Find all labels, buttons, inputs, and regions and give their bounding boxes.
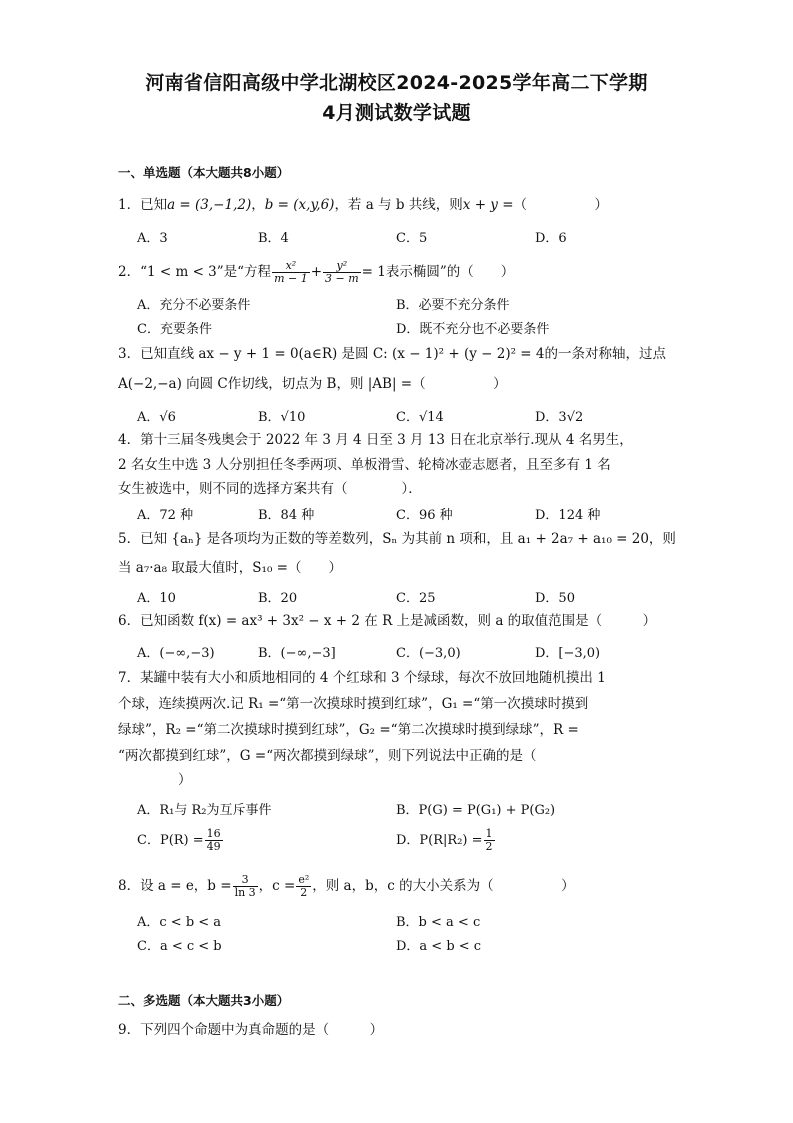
question-8-stem: 8．设 a = e，b = $\frac{3}{\ln 3}$ ，c = $\frac{\text{e²}}{2}$ ，则 a，b，c 的大小关系为（ ）	[118, 873, 575, 899]
q3-option-b: B．√10	[258, 410, 306, 425]
question-1-stem: 1．已知a = (3,−1,2)，b = (x,y,6)，若 a 与 b 共线，则x + y =（ ）	[118, 197, 609, 213]
q4-option-c: C．96 种	[396, 508, 453, 523]
q3-option-a: A．√6	[137, 410, 176, 425]
question-7-line2: 个球，连续摸两次.记 R₁ =“第一次摸球时摸到红球”，G₁ =“第一次摸球时摸到	[118, 696, 589, 712]
q5-option-d: D．50	[535, 591, 575, 606]
q1-option-b: B．4	[258, 231, 289, 246]
q1-option-d: D．6	[535, 231, 567, 246]
q3-option-d: D．3√2	[535, 410, 584, 425]
fraction-x2: $\frac{\text{x²}}{m - 1}$	[274, 259, 308, 285]
q6-option-d: D．[−3,0)	[535, 646, 601, 661]
question-9-line1: 9．下列四个命题中为真命题的是（ ）	[118, 1022, 384, 1038]
question-7-line5: ）	[178, 772, 192, 788]
q5-option-c: C．25	[396, 591, 436, 606]
q4-option-d: D．124 种	[535, 508, 601, 523]
question-4-line3: 女生被选中，则不同的选择方案共有（ ）．	[118, 481, 422, 497]
question-2-stem: 2．“1 < m < 3”是“方程 $\frac{\text{x²}}{m - 1}$ + $\frac{\text{y²}}{3 - m}$ = 1表示椭圆”的（ ）	[118, 259, 515, 285]
q2-option-c: C．充要条件	[137, 322, 212, 337]
q3-option-c: C．√14	[396, 410, 444, 425]
q8-option-a: A．c < b < a	[137, 915, 222, 930]
q2-option-a: A．充分不必要条件	[137, 298, 251, 313]
question-7-line4: “两次都摸到红球”，G =“两次都摸到绿球”，则下列说法中正确的是（	[118, 748, 537, 764]
q2-option-b: B．必要不充分条件	[396, 298, 510, 313]
q8-option-b: B．b < a < c	[396, 915, 481, 930]
question-6-line1: 6．已知函数 f(x) = ax³ + 3x² − x + 2 在 R 上是减函数，则 a 的取值范围是（ ）	[118, 613, 657, 629]
section-heading-single-choice: 一、单选题（本大题共8小题）	[118, 165, 290, 180]
question-3-line1: 3．已知直线 ax − y + 1 = 0(a∈R) 是圆 C: (x − 1)² + (y − 2)² = 4的一条对称轴，过点	[118, 346, 666, 362]
q5-option-a: A．10	[137, 591, 176, 606]
q5-option-b: B．20	[258, 591, 298, 606]
q1-option-a: A．3	[137, 231, 168, 246]
q7-option-a: A．R₁与 R₂为互斥事件	[137, 803, 272, 818]
q7-option-b: B．P(G) = P(G₁) + P(G₂)	[396, 803, 556, 818]
q7-option-c: C．P(R) = $\frac{16}{49}$	[137, 827, 221, 853]
question-4-line1: 4．第十三届冬残奥会于 2022 年 3 月 4 日至 3 月 13 日在北京举行.现从 4 名男生，	[118, 432, 633, 448]
vector-b: b = (x,y,6)	[264, 197, 335, 213]
question-4-line2: 2 名女生中选 3 人分别担任冬季两项、单板滑雪、轮椅冰壶志愿者，且至多有 1 名	[118, 457, 611, 473]
question-5-line1: 5．已知 {aₙ} 是各项均为正数的等差数列，Sₙ 为其前 n 项和，且 a₁ + 2a₇ + a₁₀ = 20，则	[118, 531, 676, 547]
q4-option-b: B．84 种	[258, 508, 315, 523]
question-3-line2: A(−2,−a) 向圆 C作切线，切点为 B，则 |AB| =（ ）	[118, 376, 507, 392]
q4-option-a: A．72 种	[137, 508, 194, 523]
q2-option-d: D．既不充分也不必要条件	[396, 322, 550, 337]
section-heading-multiple-choice: 二、多选题（本大题共3小题）	[118, 993, 290, 1008]
q1-option-c: C．5	[396, 231, 428, 246]
fraction-y2: $\frac{\text{y²}}{3 - m}$	[325, 259, 359, 285]
exam-title-line1: 河南省信阳高级中学北湖校区2024-2025学年高二下学期	[145, 72, 648, 94]
q6-option-a: A．(−∞,−3)	[137, 646, 215, 661]
q7-option-d: D．P(R|R₂) = $\frac{1}{2}$	[396, 827, 493, 853]
question-7-line3: 绿球”，R₂ =“第二次摸球时摸到红球”，G₂ =“第二次摸球时摸到绿球”，R =	[118, 722, 579, 738]
q6-option-c: C．(−3,0)	[396, 646, 461, 661]
q8-option-c: C．a < c < b	[137, 939, 222, 954]
question-7-line1: 7．某罐中装有大小和质地相同的 4 个红球和 3 个绿球，每次不放回地随机摸出 1	[118, 670, 606, 686]
question-5-line2: 当 a₇·a₈ 取最大值时，S₁₀ =（ ）	[118, 560, 342, 576]
vector-a: a = (3,−1,2)	[167, 197, 252, 213]
exam-title-line2: 4月测试数学试题	[322, 102, 471, 124]
q8-option-d: D．a < b < c	[396, 939, 482, 954]
q6-option-b: B．(−∞,−3]	[258, 646, 336, 661]
